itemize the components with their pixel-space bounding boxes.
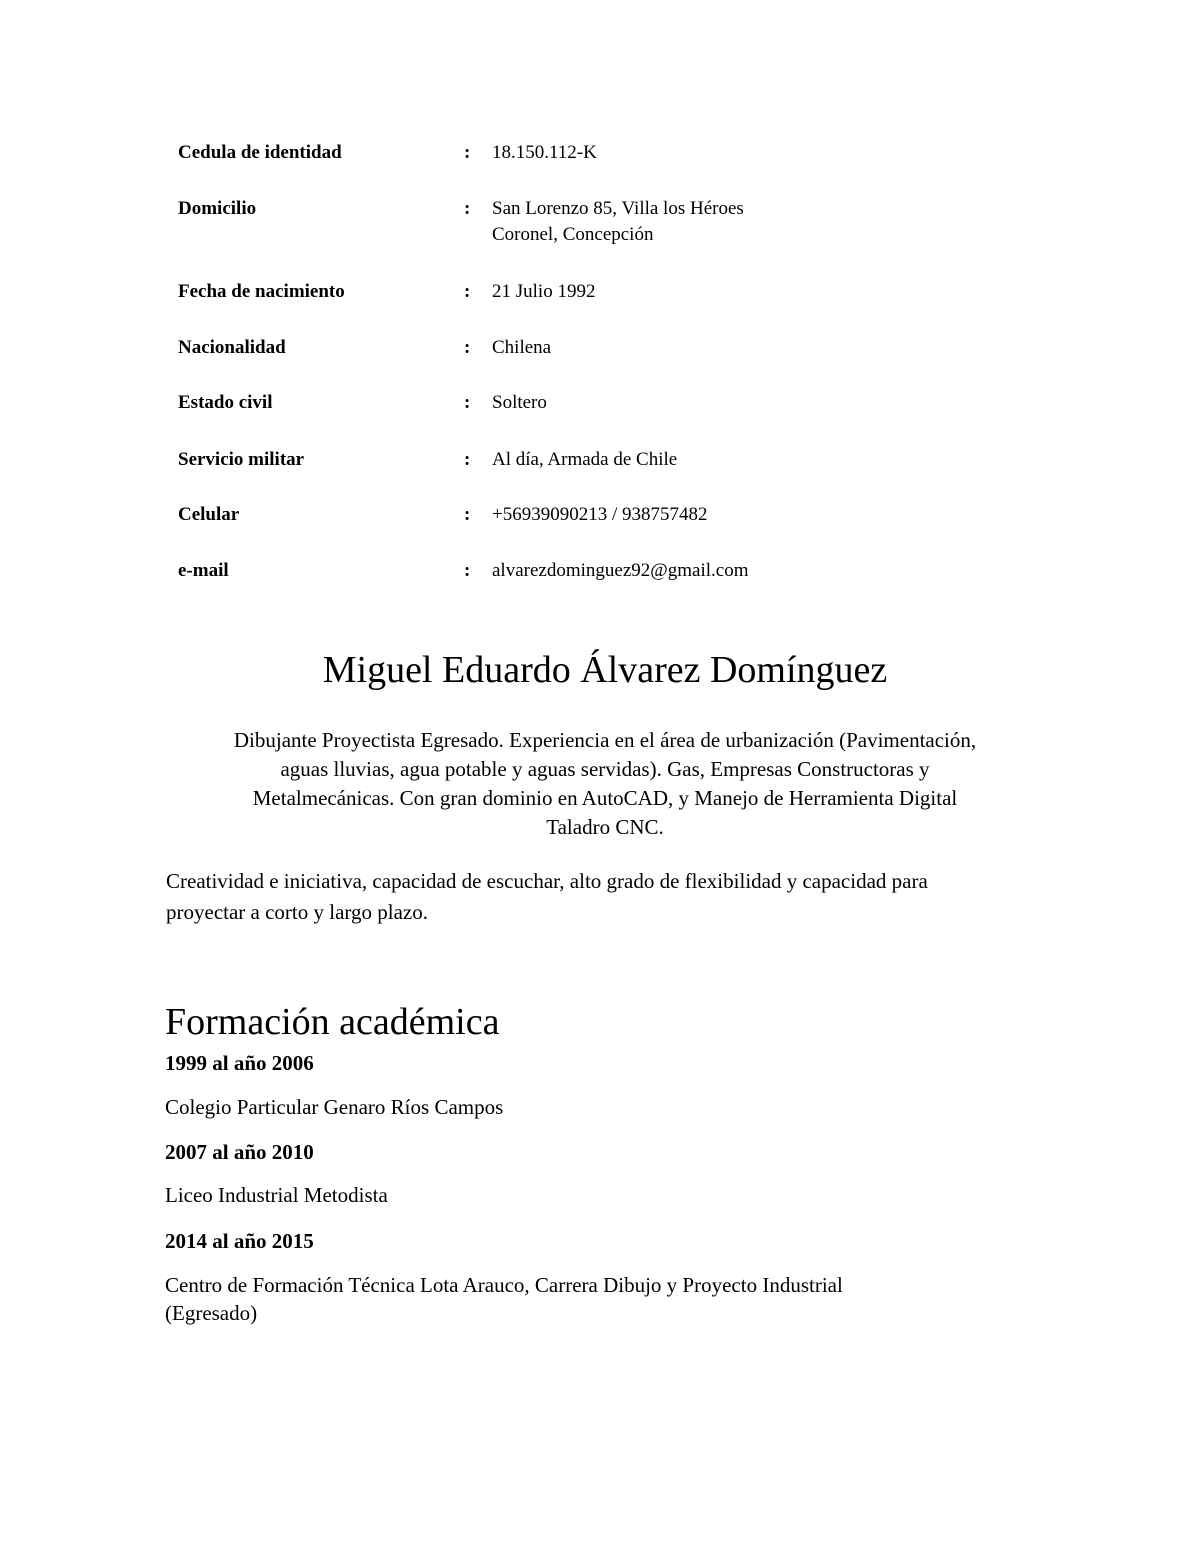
skills-line: proyectar a corto y largo plazo.: [166, 900, 428, 924]
info-value: [492, 390, 547, 416]
summary-line: aguas lluvias, agua potable y aguas servidas). Gas, Empresas Constructoras y: [280, 757, 930, 781]
education-institution-line: Centro de Formación Técnica Lota Arauco, Carrera Dibujo y Proyecto Industrial: [165, 1273, 843, 1297]
info-colon: :: [464, 560, 471, 581]
info-colon: :: [464, 449, 471, 470]
info-colon: :: [464, 198, 471, 219]
info-value: [492, 140, 597, 166]
info-label: Celular: [178, 504, 240, 525]
info-value: [492, 447, 677, 473]
skills-line: Creatividad e iniciativa, capacidad de escuchar, alto grado de flexibilidad y capacidad para: [166, 869, 928, 893]
info-label: Estado civil: [178, 392, 273, 413]
info-value-line: Chilena: [492, 337, 552, 358]
info-value: [492, 558, 749, 584]
info-label: Fecha de nacimiento: [178, 281, 345, 302]
info-label: e-mail: [178, 560, 229, 581]
info-value: [492, 502, 708, 528]
education-institution-line: (Egresado): [165, 1301, 258, 1325]
education-institution-line: Liceo Industrial Metodista: [165, 1183, 388, 1207]
skills-paragraph: [166, 866, 1046, 928]
education-institution: [165, 1181, 1065, 1209]
summary-line: Taladro CNC.: [546, 815, 664, 839]
education-period: 1999 al año 2006: [165, 1051, 314, 1075]
info-label: Domicilio: [178, 198, 257, 219]
info-value-line: Al día, Armada de Chile: [492, 449, 678, 470]
info-value-line: 21 Julio 1992: [492, 281, 596, 302]
info-value-line: 18.150.112-K: [492, 142, 597, 163]
info-value: [492, 279, 595, 305]
info-value: [492, 335, 551, 361]
education-period: 2014 al año 2015: [165, 1229, 314, 1253]
info-value-line: +56939090213 / 938757482: [492, 504, 708, 525]
education-institution-line: Colegio Particular Genaro Ríos Campos: [165, 1095, 504, 1119]
summary-line: Dibujante Proyectista Egresado. Experiencia en el área de urbanización (Pavimentación,: [233, 728, 977, 752]
info-value: [492, 196, 744, 248]
info-colon: :: [464, 504, 471, 525]
education-institution: [165, 1093, 1065, 1121]
info-label: Nacionalidad: [178, 337, 286, 358]
professional-summary: [160, 726, 1050, 842]
email-value: alvarezdominguez92@gmail.com: [492, 560, 749, 581]
education-section-title: Formación académica: [165, 1001, 500, 1043]
info-colon: :: [464, 337, 471, 358]
person-name-heading: Miguel Eduardo Álvarez Domínguez: [322, 649, 888, 691]
info-value-line: Coronel, Concepción: [492, 224, 654, 245]
info-label: Servicio militar: [178, 449, 305, 470]
info-colon: :: [464, 392, 471, 413]
info-colon: :: [464, 142, 471, 163]
info-value-line: Soltero: [492, 392, 547, 413]
education-period: 2007 al año 2010: [165, 1140, 314, 1164]
info-colon: :: [464, 281, 471, 302]
summary-line: Metalmecánicas. Con gran dominio en AutoCAD, y Manejo de Herramienta Digital: [252, 786, 958, 810]
info-value-line: San Lorenzo 85, Villa los Héroes: [492, 198, 744, 219]
education-institution: [165, 1271, 1065, 1327]
info-label: Cedula de identidad: [178, 142, 342, 163]
